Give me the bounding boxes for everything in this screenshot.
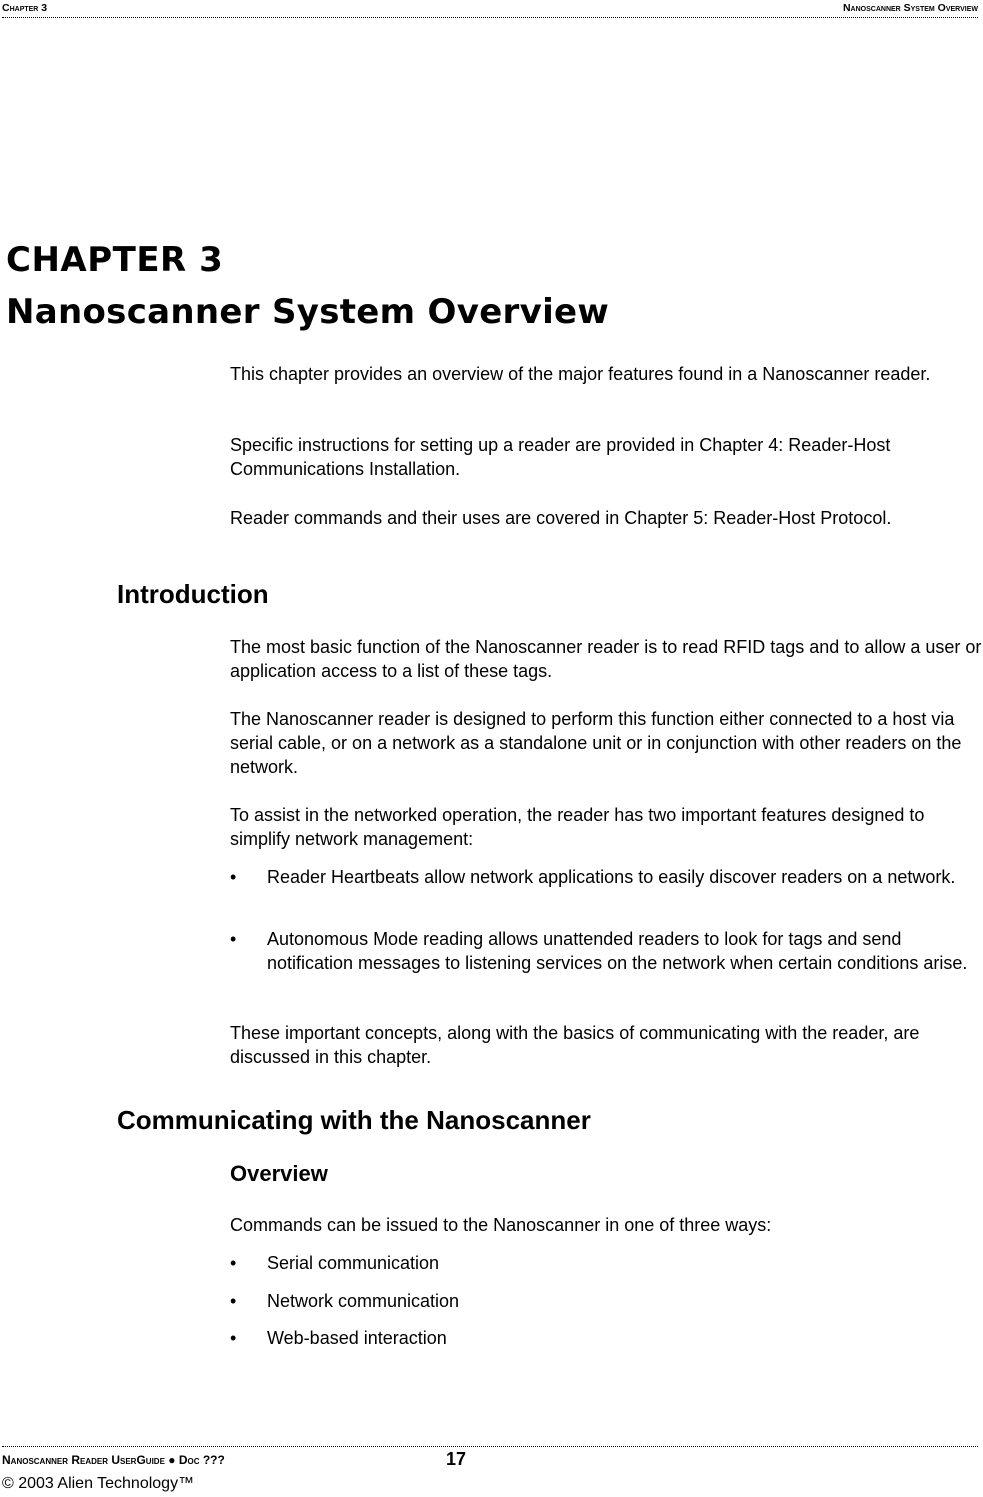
footer-guide-title: Nanoscanner Reader UserGuide xyxy=(2,1453,165,1467)
list-item xyxy=(230,1289,982,1313)
list-item-text: Serial communication xyxy=(267,1253,440,1273)
page-footer xyxy=(2,1446,978,1497)
bullet-icon: • xyxy=(230,867,237,887)
intro-paragraph: Reader commands and their uses are covered in Chapter 5: Reader-Host Protocol. xyxy=(230,508,892,528)
introduction-paragraph: The most basic function of the Nanoscanner reader is to read RFID tags and to allow a user or application access to a list of these tags. xyxy=(230,637,982,681)
list-item-text: Autonomous Mode reading allows unattended readers to look for tags and send notification messages to listening services on the network when certain conditions arise. xyxy=(267,929,968,973)
list-item-text: Network communication xyxy=(267,1291,460,1311)
footer-doc-number: Doc ??? xyxy=(178,1453,225,1467)
list-item xyxy=(230,1326,982,1350)
footer-document-line xyxy=(2,1453,225,1467)
introduction-paragraph: To assist in the networked operation, the reader has two important features designed to simplify network management: xyxy=(230,805,925,849)
footer-copyright: © 2003 Alien Technology™ xyxy=(2,1475,195,1492)
header-section-title: Nanoscanner System Overview xyxy=(842,2,978,14)
chapter-title: Nanoscanner System Overview xyxy=(6,292,610,332)
bullet-icon: • xyxy=(230,929,237,949)
page-header xyxy=(2,0,978,18)
communicating-heading: Communicating with the Nanoscanner xyxy=(117,1105,591,1135)
list-item xyxy=(230,1251,982,1275)
list-item-text: Reader Heartbeats allow network applications to easily discover readers on a network. xyxy=(267,867,956,887)
introduction-paragraph: The Nanoscanner reader is designed to perform this function either connected to a host via serial cable, or on a network as a standalone unit or in conjunction with other readers on the network. xyxy=(230,709,962,777)
bullet-icon: • xyxy=(230,1328,237,1348)
header-chapter: Chapter 3 xyxy=(2,2,48,14)
communicating-paragraph: Commands can be issued to the Nanoscanner in one of three ways: xyxy=(230,1215,772,1235)
chapter-label: CHAPTER 3 xyxy=(6,240,224,280)
intro-paragraph: This chapter provides an overview of the major features found in a Nanoscanner reader. xyxy=(230,364,931,384)
page-number: 17 xyxy=(446,1449,467,1469)
introduction-closing: These important concepts, along with the basics of communicating with the reader, are discussed in this chapter. xyxy=(230,1023,920,1067)
intro-paragraph: Specific instructions for setting up a reader are provided in Chapter 4: Reader-Host Communications Installation. xyxy=(230,435,891,479)
bullet-icon: • xyxy=(230,1253,237,1273)
list-item-text: Web-based interaction xyxy=(267,1328,447,1348)
overview-subheading: Overview xyxy=(230,1161,328,1186)
introduction-heading: Introduction xyxy=(117,579,269,609)
list-item xyxy=(230,927,982,975)
bullet-icon: • xyxy=(230,1291,237,1311)
list-item xyxy=(230,865,982,889)
footer-separator: ● xyxy=(168,1453,176,1467)
